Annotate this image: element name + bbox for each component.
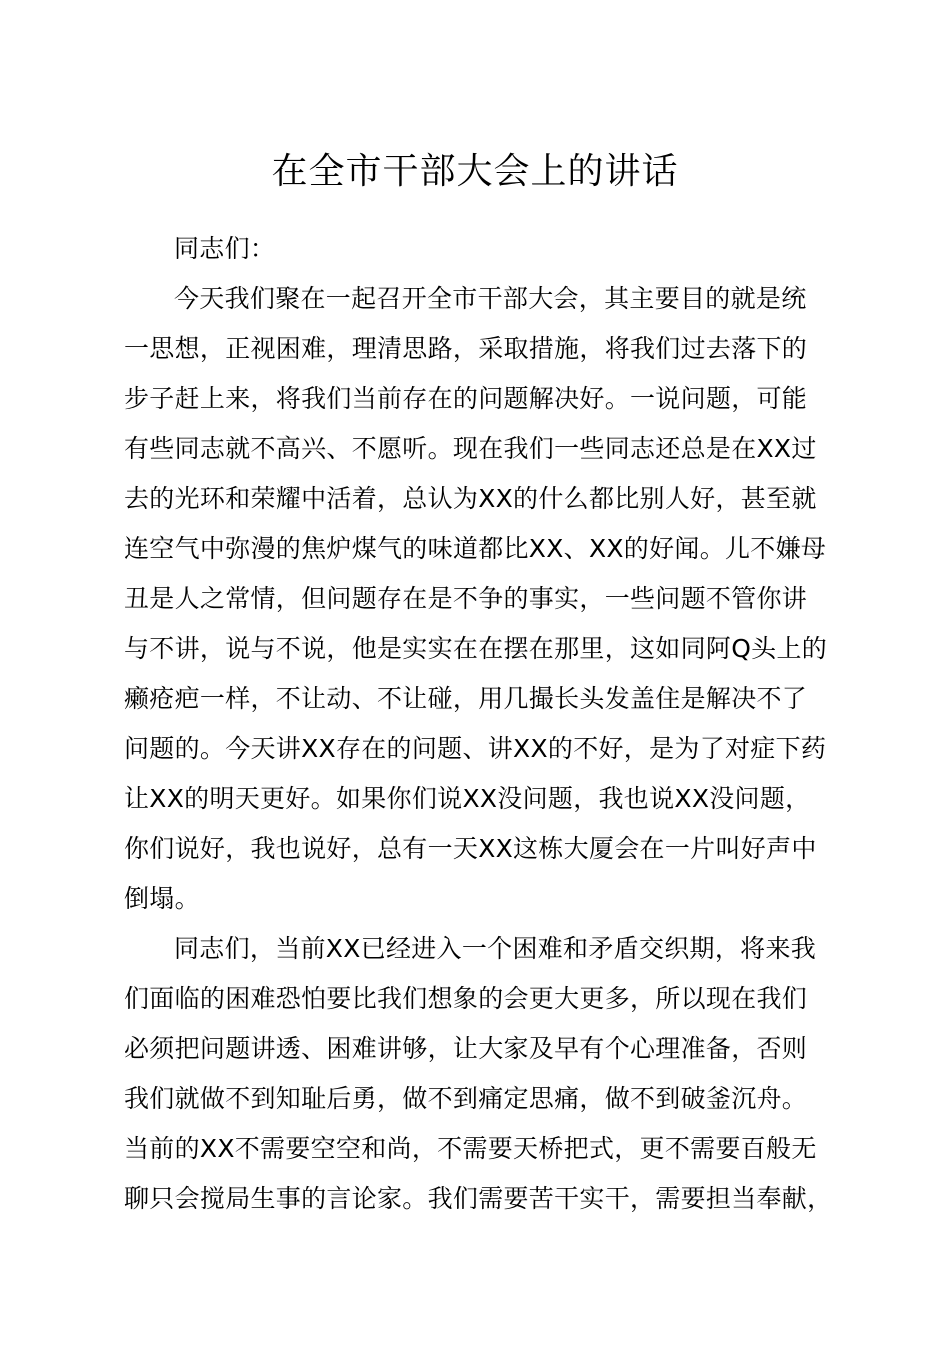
paragraph-1-line-8: 与不讲，说与不说，他是实实在在摆在那里，这如同阿Q头上的 (124, 634, 828, 663)
paragraph-1-line-12: 你们说好，我也说好，总有一天XX这栋大厦会在一片叫好声中 (124, 834, 817, 863)
paragraph-2-line-2: 们面临的困难恐怕要比我们想象的会更大更多，所以现在我们 (124, 984, 808, 1013)
paragraph-1-line-11: 让XX的明天更好。如果你们说XX没问题，我也说XX没问题， (124, 784, 811, 813)
salutation-line: 同志们： (174, 234, 276, 263)
paragraph-1-line-7: 丑是人之常情，但问题存在是不争的事实，一些问题不管你讲 (124, 584, 808, 613)
paragraph-2-line-5: 当前的XX不需要空空和尚，不需要天桥把式，更不需要百般无 (124, 1134, 817, 1163)
paragraph-1-line-1: 今天我们聚在一起召开全市干部大会，其主要目的就是统 (174, 284, 807, 313)
paragraph-1-line-2: 一思想，正视困难，理清思路，采取措施，将我们过去落下的 (124, 334, 808, 363)
paragraph-2-line-1: 同志们，当前XX已经进入一个困难和矛盾交织期，将来我 (174, 934, 817, 963)
paragraph-1-line-5: 去的光环和荣耀中活着，总认为XX的什么都比别人好，甚至就 (124, 484, 817, 513)
paragraph-2-line-6: 聊只会搅局生事的言论家。我们需要苦干实干，需要担当奉献， (124, 1184, 833, 1213)
document-body (124, 224, 840, 1224)
paragraph-1-line-13: 倒塌。 (124, 884, 200, 913)
paragraph-1-line-10: 问题的。今天讲XX存在的问题、讲XX的不好，是为了对症下药 (124, 734, 827, 763)
paragraph-1-line-6: 连空气中弥漫的焦炉煤气的味道都比XX、XX的好闻。儿不嫌母 (124, 534, 827, 563)
paragraph-2-line-3: 必须把问题讲透、困难讲够，让大家及早有个心理准备，否则 (124, 1034, 808, 1063)
paragraph-1-line-9: 癞疮疤一样，不让动、不让碰，用几撮长头发盖住是解决不了 (124, 684, 808, 713)
paragraph-2-line-4: 我们就做不到知耻后勇，做不到痛定思痛，做不到破釜沉舟。 (124, 1084, 808, 1113)
document-title: 在全市干部大会上的讲话 (271, 151, 679, 192)
paragraph-1-line-4: 有些同志就不高兴、不愿听。现在我们一些同志还总是在XX过 (124, 434, 817, 463)
paragraph-1-line-3: 步子赶上来，将我们当前存在的问题解决好。一说问题，可能 (124, 384, 808, 413)
